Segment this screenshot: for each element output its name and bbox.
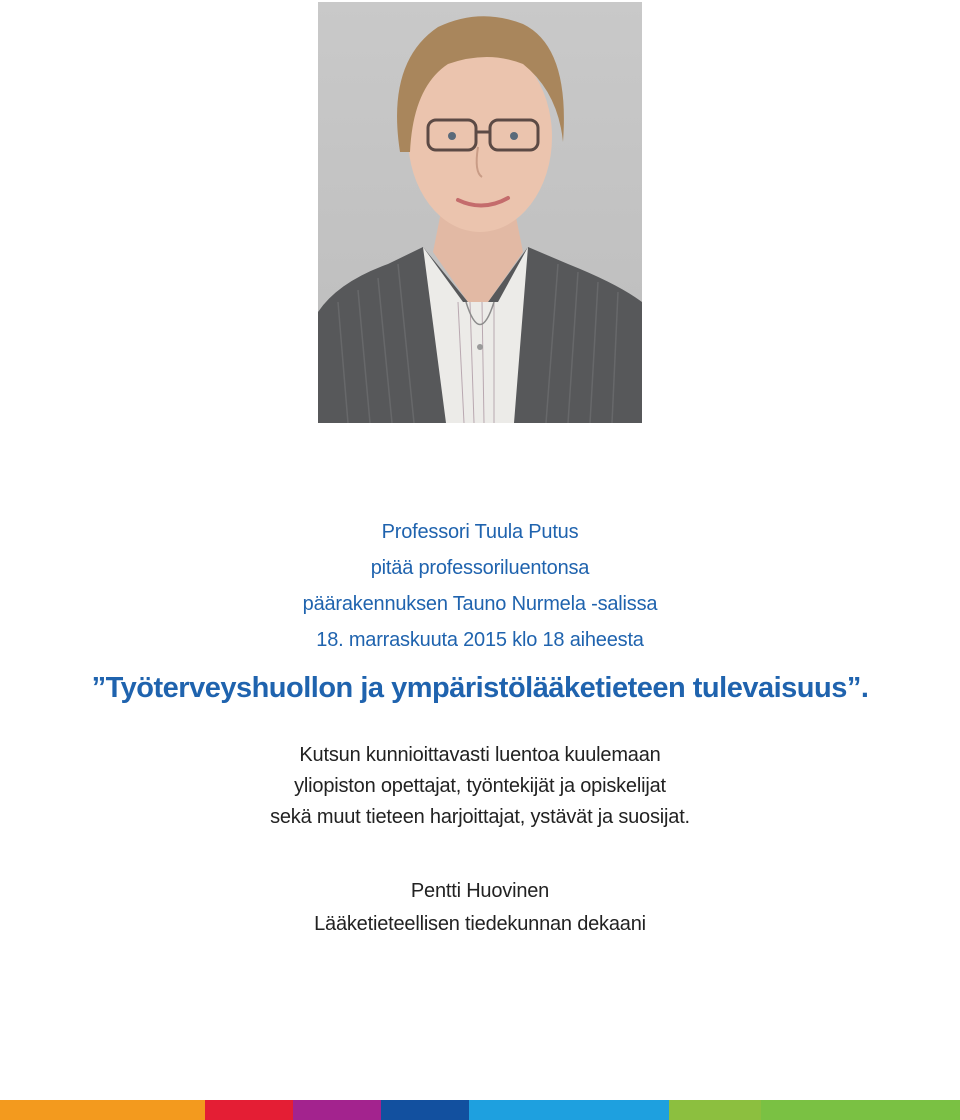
signature-role: Lääketieteellisen tiedekunnan dekaani [314, 913, 646, 935]
portrait-photo [318, 2, 642, 423]
body-line: yliopiston opettajat, työntekijät ja opiskelijat [294, 775, 666, 797]
invitation [0, 514, 960, 941]
signature [0, 875, 960, 941]
invitation-line: päärakennuksen Tauno Nurmela -salissa [302, 593, 658, 615]
stripe-segment [669, 1100, 761, 1120]
color-stripe-bar [0, 1100, 960, 1120]
invitation-line: 18. marraskuuta 2015 klo 18 aiheesta [316, 629, 644, 651]
stripe-segment [205, 1100, 293, 1120]
stripe-segment [469, 1100, 669, 1120]
signature-name: Pentti Huovinen [410, 880, 550, 902]
invitation-body [0, 740, 960, 833]
stripe-segment [0, 1100, 205, 1120]
stripe-segment [761, 1100, 960, 1120]
stripe-segment [381, 1100, 469, 1120]
stripe-segment [293, 1100, 381, 1120]
body-line: Kutsun kunnioittavasti luentoa kuulemaan [299, 744, 661, 766]
body-line: sekä muut tieteen harjoittajat, ystävät ja suosijat. [270, 806, 690, 828]
invitation-line: pitää professoriluentonsa [370, 557, 590, 579]
lecture-title: ”Työterveyshuollon ja ympäristölääketieteen tulevaisuus”. [91, 672, 869, 704]
person-portrait-photo-icon [318, 2, 642, 423]
invitation-line: Professori Tuula Putus [381, 521, 579, 543]
